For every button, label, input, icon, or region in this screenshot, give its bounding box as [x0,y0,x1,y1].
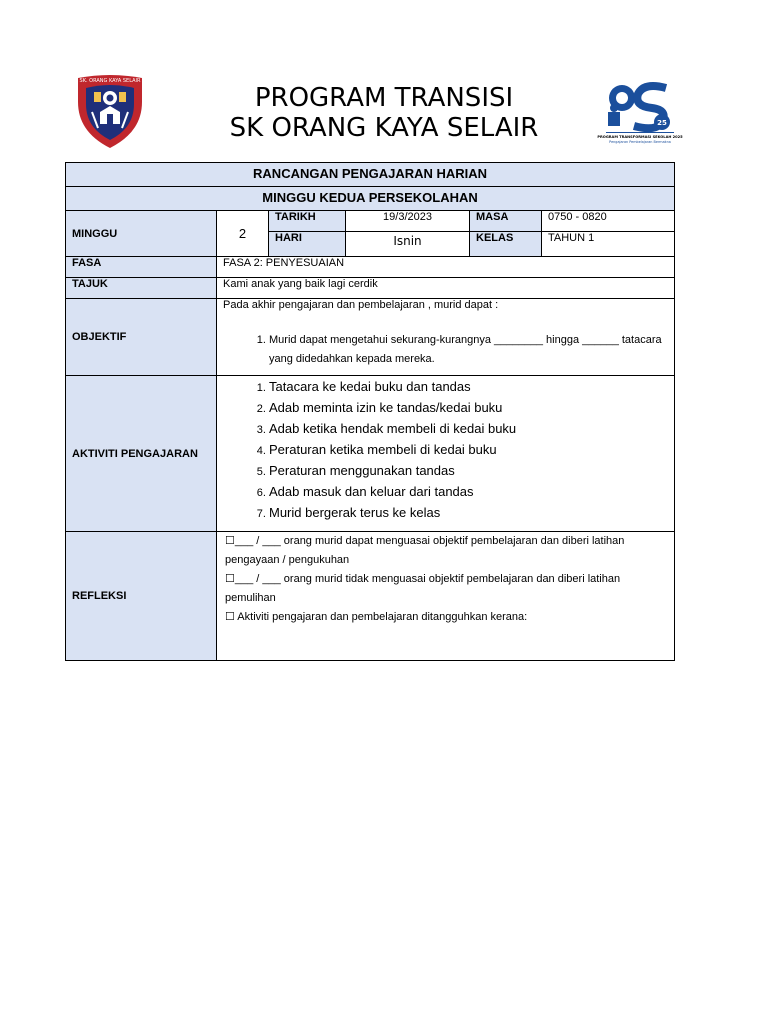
fasa-label: FASA [66,257,217,278]
refleksi-line-tidak-menguasai: ☐___ / ___ orang murid tidak menguasai objektif pembelajaran dan diberi latihan pemulihan [225,573,621,604]
kelas-value: TAHUN 1 [542,232,675,257]
document-title-line2: SK ORANG KAYA SELAIR [229,113,539,143]
objektif-item: 1. Murid dapat mengetahui sekurang-kurangnya ________ hingga ______ tatacara yang didedahkan kepada mereka. [269,331,668,369]
table-heading-minggu: MINGGU KEDUA PERSEKOLAHAN [66,187,675,211]
masa-label: MASA [470,211,542,232]
svg-text:Pengajaran Pembelajaran Bermak: Pengajaran Pembelajaran Bermakna [609,140,671,144]
minggu-label: MINGGU [66,211,217,257]
document-title-line1: PROGRAM TRANSISI [254,83,514,113]
aktiviti-label: AKTIVITI PENGAJARAN [66,376,217,532]
hari-value: Isnin [346,232,470,257]
hari-label: HARI [269,232,346,257]
refleksi-line-ditangguhkan: ☐ Aktiviti pengajaran dan pembelajaran ditangguhkan kerana: [225,611,528,623]
svg-text:PROGRAM TRANSFORMASI SEKOLAH 2: PROGRAM TRANSFORMASI SEKOLAH 2025 [597,135,683,139]
kelas-label: KELAS [470,232,542,257]
masa-value: 0750 - 0820 [542,211,675,232]
aktiviti-item: 3. Adab ketika hendak membeli di kedai buku [269,418,668,439]
objektif-list [223,331,668,369]
objektif-label: OBJEKTIF [66,299,217,376]
refleksi-label: REFLEKSI [66,532,217,661]
refleksi-content [217,532,675,661]
tajuk-label: TAJUK [66,278,217,299]
tarikh-label: TARIKH [269,211,346,232]
svg-text:25: 25 [657,119,667,127]
table-heading-rph: RANCANGAN PENGAJARAN HARIAN [66,163,675,187]
aktiviti-item: 7. Murid bergerak terus ke kelas [269,502,668,523]
aktiviti-content [217,376,675,532]
tarikh-value: 19/3/2023 [346,211,470,232]
lesson-plan-table [65,162,675,661]
minggu-value: 2 [217,211,269,257]
svg-text:SK. ORANG KAYA SELAIR: SK. ORANG KAYA SELAIR [79,78,141,84]
fasa-value: FASA 2: PENYESUAIAN [217,257,675,278]
aktiviti-item: 2. Adab meminta izin ke tandas/kedai buku [269,397,668,418]
refleksi-line-menguasai: ☐___ / ___ orang murid dapat menguasai objektif pembelajaran dan diberi latihan pengayaan / pengukuhan [225,535,625,566]
tajuk-value: Kami anak yang baik lagi cerdik [217,278,675,299]
aktiviti-item: 5. Peraturan menggunakan tandas [269,460,668,481]
aktiviti-item: 1. Tatacara ke kedai buku dan tandas [269,376,668,397]
objektif-content [217,299,675,376]
objektif-intro: Pada akhir pengajaran dan pembelajaran , murid dapat : [223,299,499,311]
aktiviti-list [223,376,668,523]
aktiviti-item: 4. Peraturan ketika membeli di kedai buku [269,439,668,460]
aktiviti-item: 6. Adab masuk dan keluar dari tandas [269,481,668,502]
